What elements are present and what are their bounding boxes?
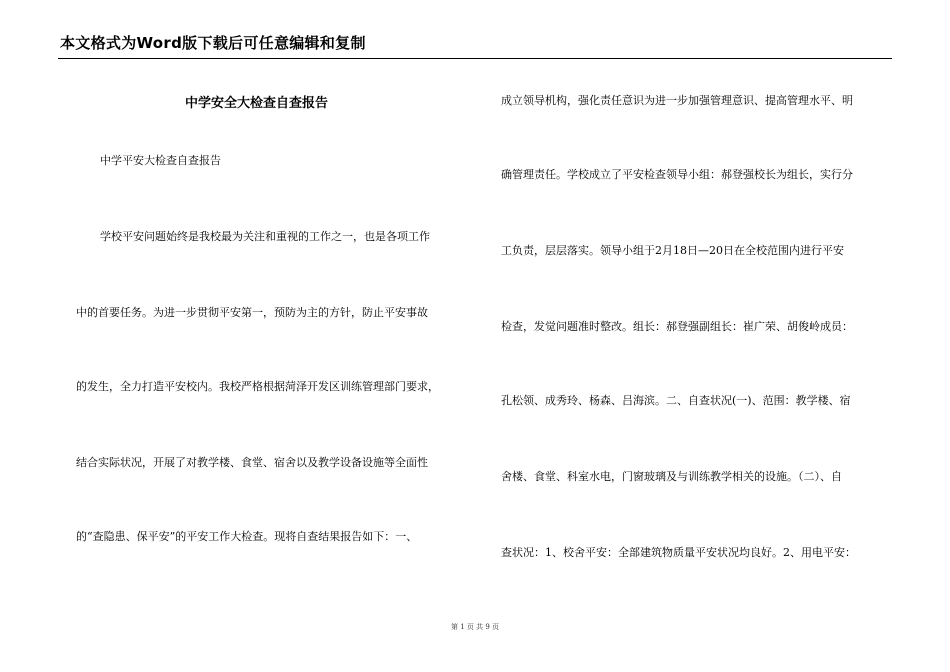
paragraph-line: 成立领导机构，强化责任意识为进一步加强管理意识、提高管理水平、明 bbox=[501, 94, 853, 107]
paragraph-line: 的发生，全力打造平安校内。我校严格根据菏泽开发区训练管理部门要求， bbox=[76, 380, 439, 393]
paragraph-line: 学校平安问题始终是我校最为关注和重视的工作之一，也是各项工作 bbox=[100, 230, 430, 243]
page-header bbox=[58, 28, 892, 59]
paragraph-line: 中的首要任务。为进一步贯彻平安第一，预防为主的方针，防止平安事故 bbox=[76, 306, 428, 319]
paragraph-line: 检查，发觉问题准时整改。组长：郝登强副组长：崔广荣、胡俊岭成员： bbox=[501, 320, 853, 333]
page-footer: 第 1 页 共 9 页 bbox=[450, 623, 500, 631]
header-title: 本文格式为Word版下载后可任意编辑和复制 bbox=[60, 34, 366, 52]
paragraph-line: 舍楼、食堂、科室水电，门窗玻璃及与训练教学相关的设施。（二）、自 bbox=[501, 470, 842, 483]
paragraph-line: 查状况：1、校舍平安：全部建筑物质量平安状况均良好。2、用电平安： bbox=[501, 546, 856, 559]
paragraph-line: 的“查隐患、保平安”的平安工作大检查。现将自查结果报告如下：一、 bbox=[76, 530, 418, 543]
paragraph-line: 结合实际状况，开展了对教学楼、食堂、宿舍以及教学设备设施等全面性 bbox=[76, 456, 428, 469]
paragraph-line: 孔松领、成秀玲、杨森、吕海滨。二、自查状况(一)、范围：教学楼、宿 bbox=[501, 394, 851, 407]
document-title: 中学安全大检查自查报告 bbox=[185, 96, 329, 111]
paragraph-line: 工负责，层层落实。领导小组于2月18日—20日在全校范围内进行平安 bbox=[501, 244, 844, 257]
paragraph-line: 确管理责任。学校成立了平安检查领导小组：郝登强校长为组长，实行分 bbox=[501, 168, 853, 181]
paragraph-line: 中学平安大检查自查报告 bbox=[100, 154, 221, 167]
